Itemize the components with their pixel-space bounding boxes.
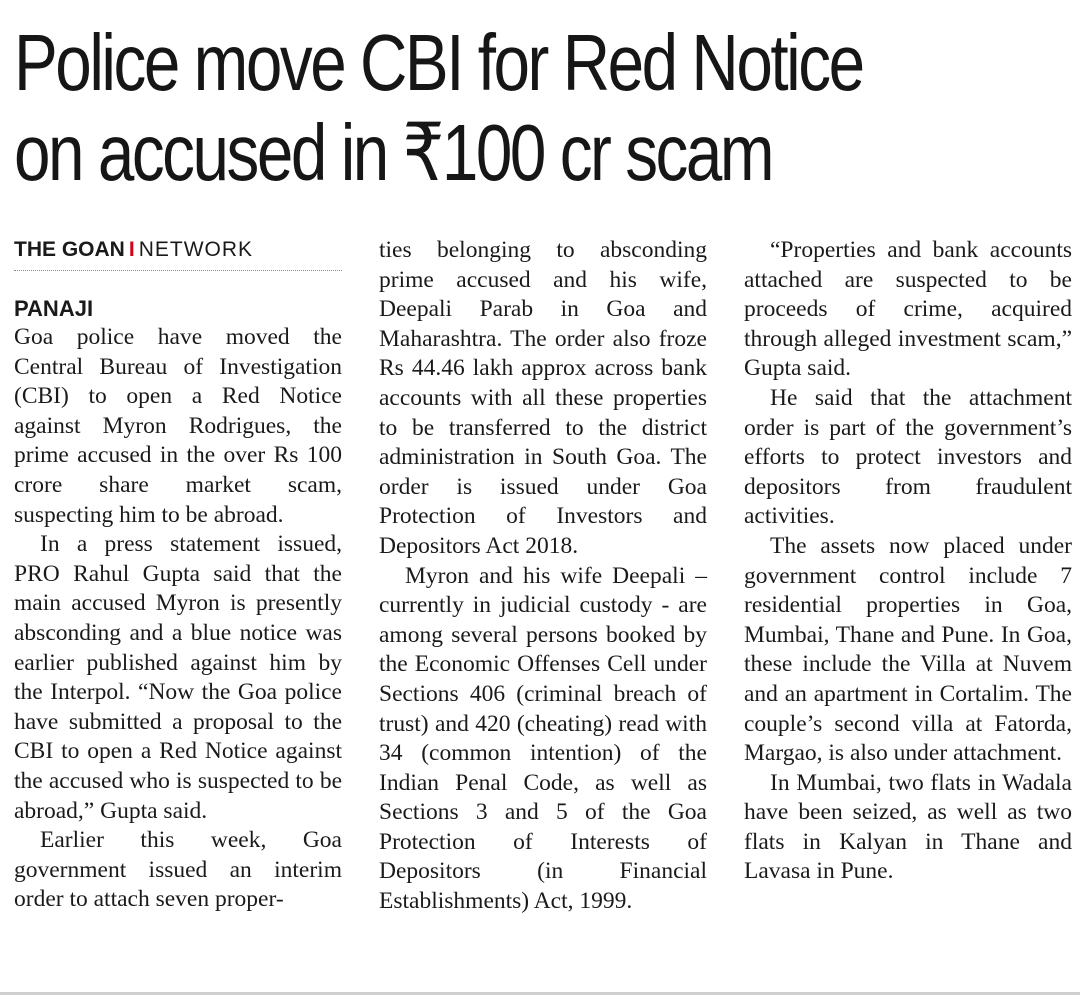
paragraph: “Properties and bank accounts attached are suspected to be proceeds of crime, acquired through alleged investment scam,” Gupta said. [744, 237, 1072, 382]
headline [14, 18, 875, 198]
paragraph: Earlier this week, Goa government issued an interim order to attach seven proper- [14, 827, 342, 913]
byline [14, 236, 342, 271]
article-column-3 [744, 236, 1072, 887]
bottom-rule [0, 992, 1080, 995]
paragraph: He said that the attachment order is part of the government’s efforts to protect investors and depositors from fraudulent activities. [744, 384, 1072, 530]
article-column-2 [379, 236, 707, 917]
byline-brand: THE GOAN [14, 238, 125, 261]
paragraph: Myron and his wife Deepali – currently in judicial custody - are among several persons booked by the Economic Offenses Cell under Sections 406 (criminal breach of trust) and 420 (cheating) read with 34 (common intention) of the Indian Penal Code, as well as Sections 3 and 5 of the Goa Protection of Interests of Depositors (in Financial Establishments) Act, 1999. [379, 562, 707, 915]
paragraph: In a press statement issued, PRO Rahul Gupta said that the main accused Myron is presently absconding and a blue notice was earlier published against him by the Interpol. “Now the Goa police have submitted a proposal to the CBI to open a Red Notice against the accused who is suspected to be abroad,” Gupta said. [14, 531, 342, 824]
article-column-1 [14, 236, 342, 915]
headline-line-2: on accused in ₹100 cr scam [14, 108, 773, 197]
byline-separator: I [128, 238, 135, 261]
paragraph: The assets now placed under government control include 7 residential properties in Goa, Mumbai, Thane and Pune. In Goa, these include the Villa at Nuvem and an apartment in Cortalim. The couple’s second villa at Fatorda, Margao, is also under attachment. [744, 532, 1072, 767]
paragraph: Goa police have moved the Central Bureau of Investigation (CBI) to open a Red Notice against Myron Rodrigues, the prime accused in the over Rs 100 crore share market scam, suspecting him to be abroad. [14, 324, 342, 528]
byline-network: NETWORK [138, 238, 254, 261]
paragraph: In Mumbai, two flats in Wadala have been seized, as well as two flats in Kalyan in Thane and Lavasa in Pune. [744, 769, 1072, 885]
paragraph: ties belonging to absconding prime accused and his wife, Deepali Parab in Goa and Maharashtra. The order also froze Rs 44.46 lakh approx across bank accounts with all these properties to be transferred to the district administration in South Goa. The order is issued under Goa Protection of Investors and Depositors Act 2018. [379, 237, 707, 559]
dateline: PANAJI [14, 296, 94, 321]
headline-line-1: Police move CBI for Red Notice [14, 18, 863, 107]
